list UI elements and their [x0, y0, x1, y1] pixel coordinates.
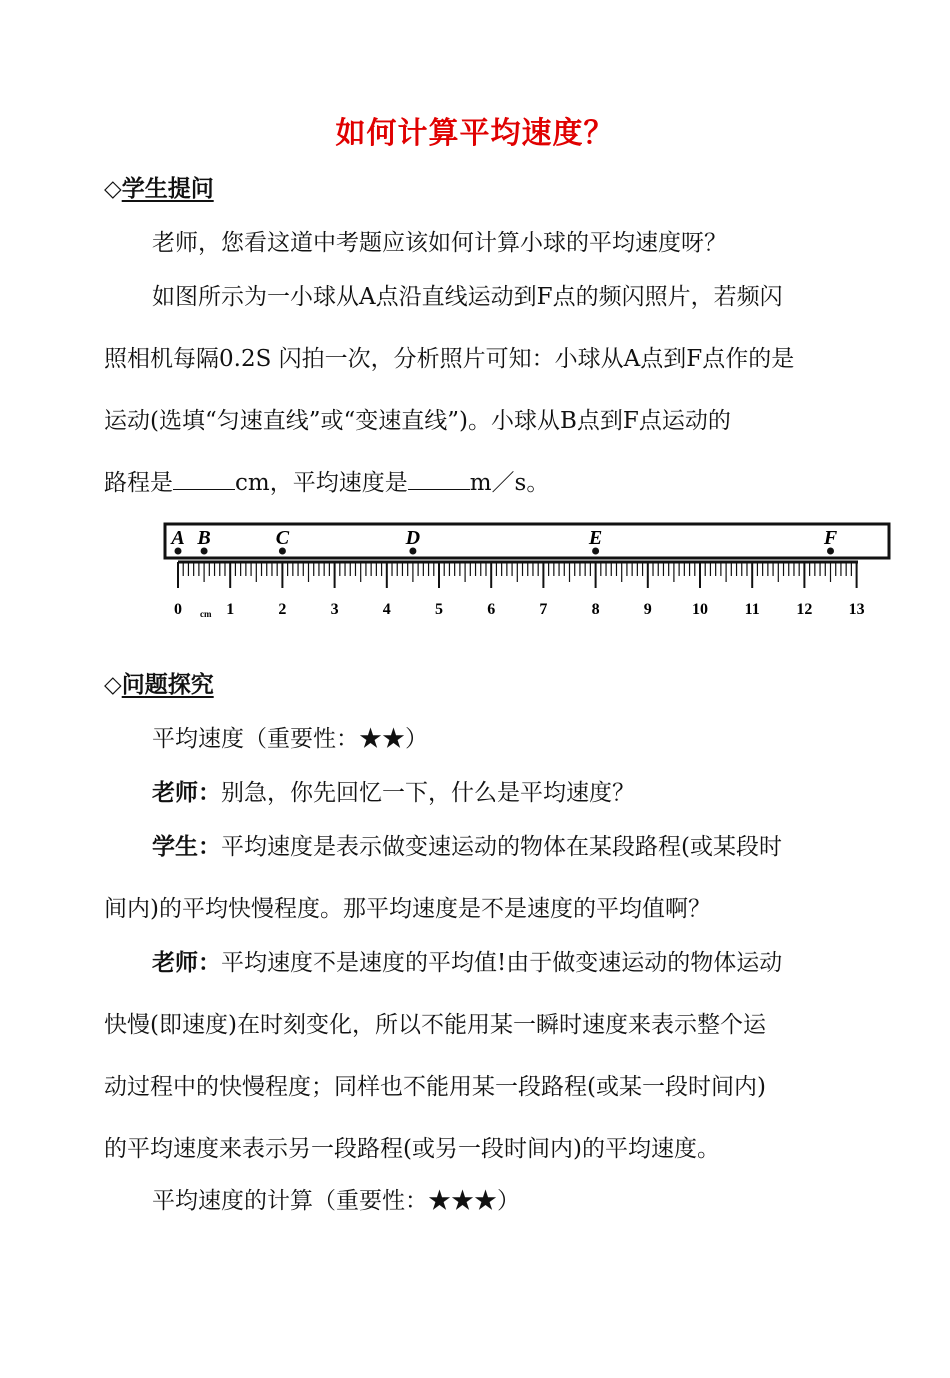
question-text-route: 路程是: [104, 470, 173, 496]
question-text-speed: cm，平均速度是: [235, 470, 408, 496]
ruler-number: 9: [643, 601, 652, 618]
ruler-number: 7: [539, 601, 548, 618]
ruler-number: 11: [744, 601, 760, 618]
answer-blank-distance: [173, 471, 235, 490]
answer-blank-speed: [408, 471, 470, 490]
ruler-number: 10: [692, 601, 708, 618]
dialogue-student-1-cont: 间内)的平均快慢程度。那平均速度是不是速度的平均值啊？: [104, 896, 711, 922]
dialogue-teacher-1: [152, 774, 635, 807]
dialogue-text: 平均速度不是速度的平均值!由于做变速运动的物体运动: [221, 950, 783, 976]
ball-point-label: A: [171, 527, 185, 549]
ruler-ticks: [178, 562, 857, 588]
ball-point-label: D: [405, 527, 421, 549]
ruler-number: 12: [796, 601, 813, 618]
dialogue-student-1: [152, 828, 782, 861]
ruler-number: 8: [591, 601, 600, 618]
ruler-number: 3: [330, 601, 339, 618]
ruler-photo-frame: [165, 524, 889, 558]
speaker-teacher: 老师：: [152, 949, 221, 976]
speaker-student: 学生：: [152, 833, 221, 860]
ball-point-label: E: [588, 527, 603, 549]
ruler-number: 5: [435, 601, 443, 618]
page-title: 如何计算平均速度？: [335, 116, 615, 151]
section-heading-problem-explore: [104, 666, 214, 699]
ruler-number: 1: [226, 601, 235, 618]
ruler-figure: [160, 518, 900, 626]
question-line-2: 如图所示为一小球从A点沿直线运动到F点的频闪照片，若频闪: [152, 284, 783, 310]
question-line-3: 照相机每隔0.2S 闪拍一次，分析照片可知：小球从A点到F点作的是: [104, 346, 795, 372]
diamond-icon: ◇: [104, 672, 122, 698]
question-line-4: 运动(选填“匀速直线”或“变速直线”)。小球从B点到F点运动的: [104, 408, 731, 434]
ball-point-label: B: [197, 527, 211, 549]
dialogue-text: 别急，你先回忆一下，什么是平均速度？: [221, 780, 635, 806]
speaker-teacher: 老师：: [152, 779, 221, 806]
dialogue-text: 平均速度是表示做变速运动的物体在某段路程(或某段时: [221, 834, 782, 860]
ruler-number: 0: [174, 601, 182, 618]
ball-point-label: C: [275, 527, 290, 549]
dialogue-teacher-2-line3: 动过程中的快慢程度；同样也不能用某一段路程(或某一段时间内): [104, 1074, 766, 1100]
question-line-1: 老师，您看这道中考题应该如何计算小球的平均速度呀？: [152, 230, 727, 256]
section-heading-student-question: [104, 170, 214, 203]
ruler-number: 13: [848, 601, 865, 618]
question-line-5: [104, 464, 549, 497]
ruler-number: 4: [382, 601, 391, 618]
section-label: 学生提问: [121, 175, 214, 202]
dialogue-teacher-2-line2: 快慢(即速度)在时刻变化，所以不能用某一瞬时速度来表示整个运: [104, 1012, 766, 1038]
dialogue-teacher-2-line4: 的平均速度来表示另一段路程(或另一段时间内)的平均速度。: [104, 1136, 720, 1162]
ruler-number: 2: [278, 601, 287, 618]
section-label: 问题探究: [121, 671, 214, 698]
subheading-average-speed-calc: 平均速度的计算（重要性：★★★）: [152, 1188, 520, 1214]
ruler-numbers: [174, 601, 865, 619]
subheading-average-speed: 平均速度（重要性：★★）: [152, 726, 428, 752]
ruler-unit-label: cm: [200, 609, 212, 619]
dialogue-teacher-2: [152, 944, 782, 977]
diamond-icon: ◇: [104, 176, 122, 202]
ball-point-label: F: [823, 527, 838, 549]
ruler-number: 6: [487, 601, 496, 618]
question-text-unit: m／s。: [469, 470, 550, 496]
